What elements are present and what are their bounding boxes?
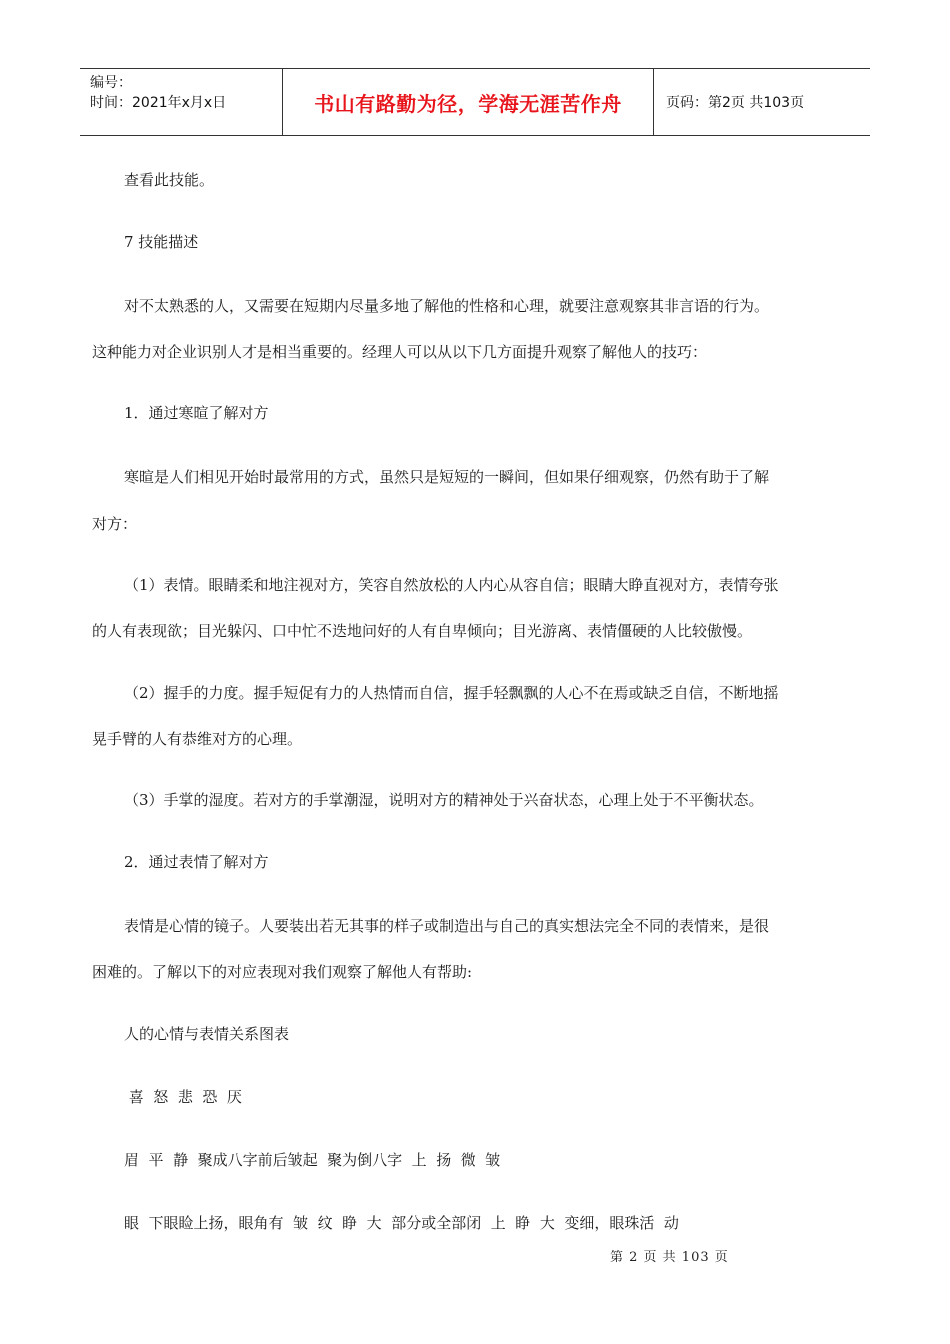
table-row: 眉 平 静 聚成八字前后皱起 聚为倒八字 上 扬 微 皱	[124, 1151, 501, 1169]
header-meta	[80, 69, 282, 135]
serial-label: 编号：	[90, 75, 132, 91]
section-heading: 7 技能描述	[124, 233, 199, 251]
header-motto: 书山有路勤为径，学海无涯苦作舟	[282, 69, 654, 135]
paragraph-line: 对不太熟悉的人，又需要在短期内尽量多地了解他的性格和心理，就要注意观察其非言语的行为。	[124, 297, 770, 315]
page-footer: 第 2 页 共 103 页	[610, 1250, 729, 1265]
paragraph-line: 对方：	[92, 515, 138, 533]
page-header	[80, 68, 870, 136]
table-title: 人的心情与表情关系图表	[124, 1025, 290, 1043]
section-heading: 2．通过表情了解对方	[124, 853, 269, 871]
section-heading: 1．通过寒暄了解对方	[124, 404, 269, 422]
paragraph-line: 寒暄是人们相见开始时最常用的方式，虽然只是短短的一瞬间，但如果仔细观察，仍然有助于了解	[124, 468, 770, 486]
paragraph-line: 这种能力对企业识别人才是相当重要的。经理人可以从以下几方面提升观察了解他人的技巧：	[92, 343, 708, 361]
table-row: 眼 下眼睑上扬，眼角有 皱 纹 睁 大 部分或全部闭 上 睁 大 变细，眼珠活 动	[124, 1214, 679, 1232]
paragraph-line: 困难的。了解以下的对应表现对我们观察了解他人有帮助:	[92, 963, 473, 981]
paragraph-line: （3）手掌的湿度。若对方的手掌潮湿，说明对方的精神处于兴奋状态，心理上处于不平衡状态。	[124, 791, 764, 809]
table-header-row: 喜 怒 悲 恐 厌	[124, 1088, 242, 1106]
paragraph-line: 的人有表现欲；目光躲闪、口中忙不迭地问好的人有自卑倾向；目光游离、表情僵硬的人比较傲慢。	[92, 622, 753, 640]
paragraph-line: 表情是心情的镜子。人要装出若无其事的样子或制造出与自己的真实想法完全不同的表情来，是很	[124, 917, 770, 935]
date-label: 时间：2021年x月x日	[90, 95, 227, 111]
paragraph-line: （1）表情。眼睛柔和地注视对方，笑容自然放松的人内心从容自信；眼睛大睁直视对方，表情夸张	[124, 576, 779, 594]
paragraph-line: 晃手臂的人有恭维对方的心理。	[92, 730, 303, 748]
header-page-info: 页码：第2页 共103页	[666, 95, 805, 111]
paragraph-line: 查看此技能。	[124, 171, 215, 189]
paragraph-line: （2）握手的力度。握手短促有力的人热情而自信，握手轻飘飘的人心不在焉或缺乏自信，不断地摇	[124, 684, 779, 702]
